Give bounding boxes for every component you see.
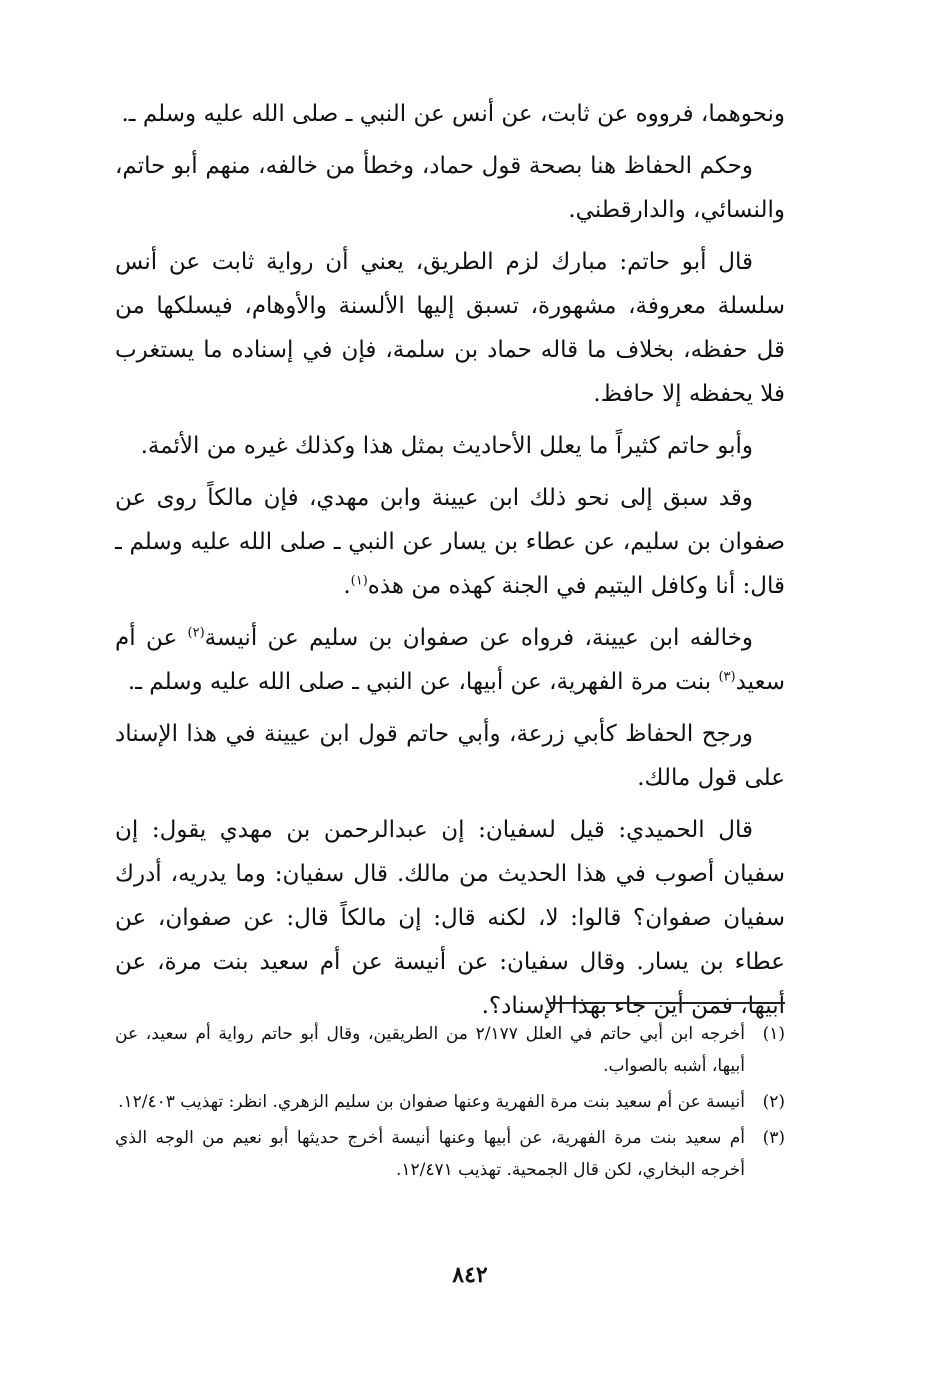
paragraph: ونحوهما، فرووه عن ثابت، عن أنس عن النبي ـ صلى الله عليه وسلم ـ. — [121, 101, 785, 127]
footnote — [115, 1018, 785, 1082]
paragraph: ورجح الحفاظ كأبي زرعة، وأبي حاتم قول ابن عيينة في هذا الإسناد على قول مالك. — [115, 721, 785, 791]
paragraph-text: وخالفه ابن عيينة، فرواه عن صفوان بن سليم عن أنيسة — [204, 625, 754, 651]
footnote-reference[interactable]: (٣) — [718, 669, 736, 685]
paragraph-text: . — [343, 573, 351, 599]
footnote-number: (٣) — [762, 1128, 785, 1148]
footnote-text: أخرجه ابن أبي حاتم في العلل ٢/١٧٧ من الطريقين، وقال أبو حاتم رواية أم سعيد، عن أبيها، أشبه بالصواب. — [115, 1024, 745, 1076]
footnote-number: (١) — [762, 1024, 785, 1044]
footnotes — [115, 1018, 785, 1190]
footnote-reference[interactable]: (١) — [350, 573, 368, 589]
paragraph-text: بنت مرة الفهرية، عن أبيها، عن النبي ـ صلى الله عليه وسلم ـ. — [127, 669, 719, 695]
paragraph: قال أبو حاتم: مبارك لزم الطريق، يعني أن رواية ثابت عن أنس سلسلة معروفة، مشهورة، تسبق إليها الألسنة والأوهام، فيسلكها من قل حفظه، بخلاف ما قاله حماد بن سلمة، فإن في إسناده ما يستغرب فلا يحفظه إلا حافظ. — [115, 249, 785, 407]
page-number: ٨٤٢ — [452, 1262, 488, 1288]
footnote — [115, 1122, 785, 1186]
footnote-text: أم سعيد بنت مرة الفهرية، عن أبيها وعنها أنيسة أخرج حديثها أبو نعيم من الوجه الذي أخرجه البخاري، لكن قال الجمحية. تهذيب ١٢/٤٧١. — [115, 1128, 745, 1180]
paragraph: وأبو حاتم كثيراً ما يعلل الأحاديث بمثل هذا وكذلك غيره من الأئمة. — [140, 433, 753, 459]
paragraph — [115, 476, 785, 608]
paragraph: قال الحميدي: قيل لسفيان: إن عبدالرحمن بن مهدي يقول: إن سفيان أصوب في هذا الحديث من مالك. قال سفيان: وما يدريه، أدرك سفيان صفوان؟ قالوا: لا، لكنه قال: إن مالكاً قال: عن صفوان، عن عطاء بن يسار. وقال سفيان: عن أنيسة عن أم سعيد بنت مرة، عن أبيها، فمن أين جاء بهذا الإسناد؟. — [115, 817, 785, 1019]
paragraph-text: عن أم سعيد — [115, 625, 785, 695]
footnote-reference[interactable]: (٢) — [187, 625, 205, 641]
paragraph — [115, 616, 785, 704]
footnote — [115, 1086, 785, 1118]
paragraph: وحكم الحفاظ هنا بصحة قول حماد، وخطأ من خالفه، منهم أبو حاتم، والنسائي، والدارقطني. — [115, 153, 785, 223]
footnote-text: أنيسة عن أم سعيد بنت مرة الفهرية وعنها صفوان بن سليم الزهري. انظر: تهذيب ١٢/٤٠٣. — [118, 1092, 745, 1112]
footnote-number: (٢) — [762, 1092, 785, 1112]
footnote-divider — [550, 1002, 785, 1004]
main-text — [115, 92, 785, 1036]
paragraph-text: وقد سبق إلى نحو ذلك ابن عيينة وابن مهدي، فإن مالكاً روى عن صفوان بن سليم، عن عطاء بن يسار عن النبي ـ صلى الله عليه وسلم ـ قال: أنا وكافل اليتيم في الجنة كهذه من هذه — [115, 485, 785, 599]
